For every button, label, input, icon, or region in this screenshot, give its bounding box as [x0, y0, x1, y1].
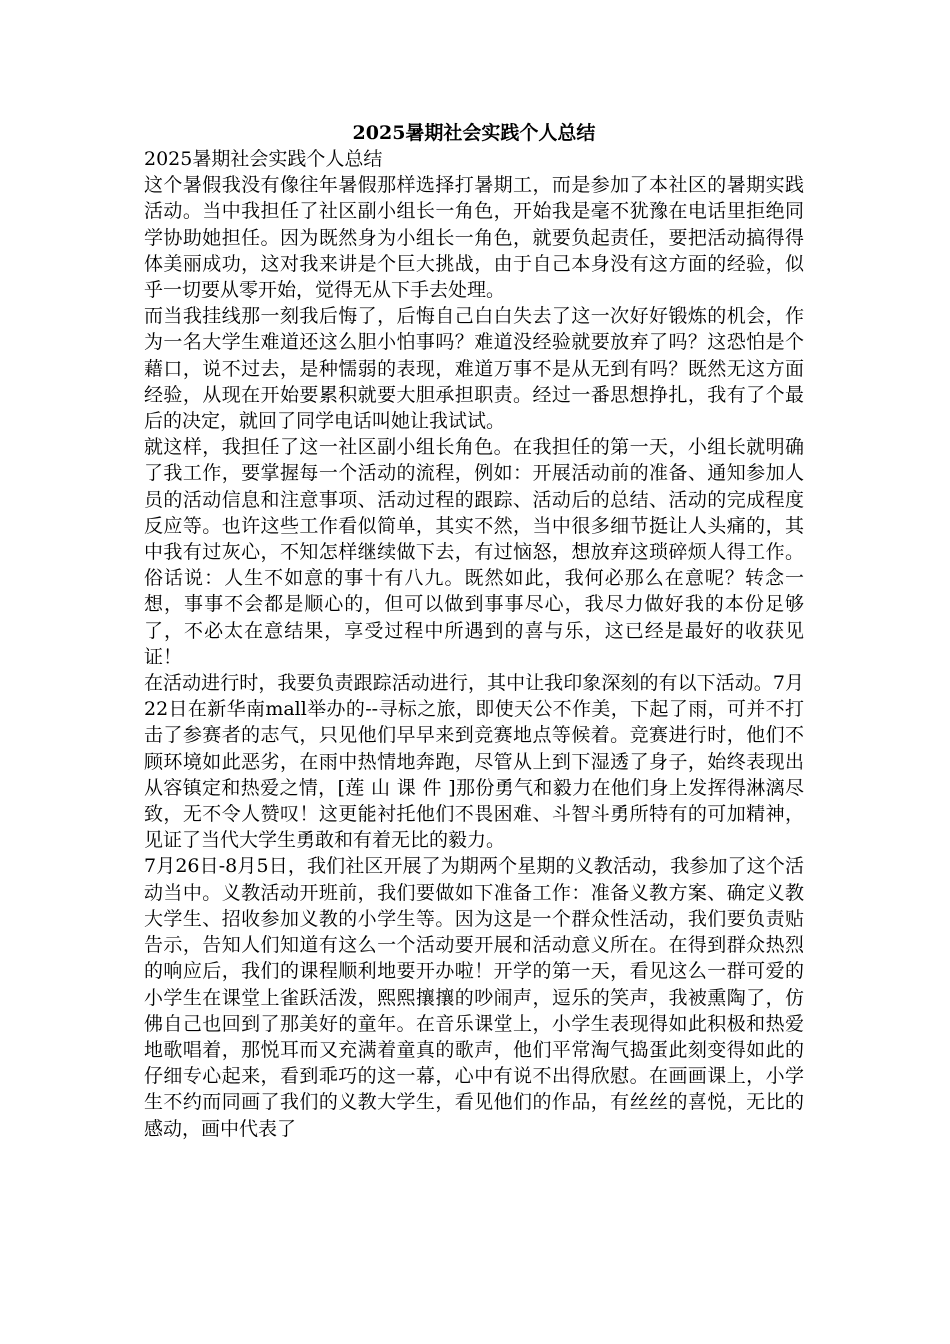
document-title: 2025暑期社会实践个人总结	[352, 122, 596, 144]
paragraph-2: 而当我挂线那一刻我后悔了，后悔自己白白失去了这一次好好锻炼的机会，作为一名大学生难道还这么胆小怕事吗？难道没经验就要放弃了吗？这恐怕是个藉口，说不过去，是种懦弱的表现，难道万事不是从无到有吗？既然无这方面经验，从现在开始要累积就要大胆承担职责。经过一番思想挣扎，我有了个最后的决定，就回了同学电话叫她让我试试。	[144, 305, 804, 433]
paragraph-3: 就这样，我担任了这一社区副小组长角色。在我担任的第一天，小组长就明确了我工作，要掌握每一个活动的流程，例如：开展活动前的准备、通知参加人员的活动信息和注意事项、活动过程的跟踪、活动后的总结、活动的完成程度反应等。也许这些工作看似简单，其实不然，当中很多细节挺让人头痛的，其中我有过灰心，不知怎样继续做下去，有过恼怒，想放弃这琐碎烦人得工作。俗话说：人生不如意的事十有八九。既然如此，我何必那么在意呢？转念一想，事事不会都是顺心的，但可以做到事事尽心，我尽力做好我的本份足够了，不必太在意结果，享受过程中所遇到的喜与乐，这已经是最好的收获见证！	[144, 436, 804, 668]
paragraph-5: 7月26日-8月5日，我们社区开展了为期两个星期的义教活动，我参加了这个活动当中。义教活动开班前，我们要做如下准备工作：准备义教方案、确定义教大学生、招收参加义教的小学生等。因为这是一个群众性活动，我们要负责贴告示，告知人们知道有这么一个活动要开展和活动意义所在。在得到群众热烈的响应后，我们的课程顺利地要开办啦！开学的第一天，看见这么一群可爱的小学生在课堂上雀跃活泼，熙熙攘攘的吵闹声，逗乐的笑声，我被熏陶了，仿佛自己也回到了那美好的童年。在音乐课堂上，小学生表现得如此积极和热爱地歌唱着，那悦耳而又充满着童真的歌声，他们平常淘气捣蛋此刻变得如此的仔细专心起来，看到乖巧的这一幕，心中有说不出得欣慰。在画画课上，小学生不约而同画了我们的义教大学生，看见他们的作品，有丝丝的喜悦，无比的感动，画中代表了	[144, 855, 804, 1140]
document-subtitle: 2025暑期社会实践个人总结	[144, 148, 383, 170]
document-page	[144, 120, 804, 1142]
paragraph-1: 这个暑假我没有像往年暑假那样选择打暑期工，而是参加了本社区的暑期实践活动。当中我担任了社区副小组长一角色，开始我是毫不犹豫在电话里拒绝同学协助她担任。因为既然身为小组长一角色，就要负起责任，要把活动搞得得体美丽成功，这对我来讲是个巨大挑战，由于自己本身没有这方面的经验，似乎一切要从零开始，觉得无从下手去处理。	[144, 174, 804, 302]
paragraph-4: 在活动进行时，我要负责跟踪活动进行，其中让我印象深刻的有以下活动。7月22日在新华南mall举办的--寻标之旅，即使天公不作美，下起了雨，可并不打击了参赛者的志气，只见他们早早来到竞赛地点等候着。竞赛进行时，他们不顾环境如此恶劣，在雨中热情地奔跑，尽管从上到下湿透了身子，始终表现出从容镇定和热爱之情，[莲 山 课 件 ]那份勇气和毅力在他们身上发挥得淋漓尽致，无不令人赞叹！这更能衬托他们不畏困难、斗智斗勇所特有的可加精神，见证了当代大学生勇敢和有着无比的毅力。	[144, 672, 804, 852]
